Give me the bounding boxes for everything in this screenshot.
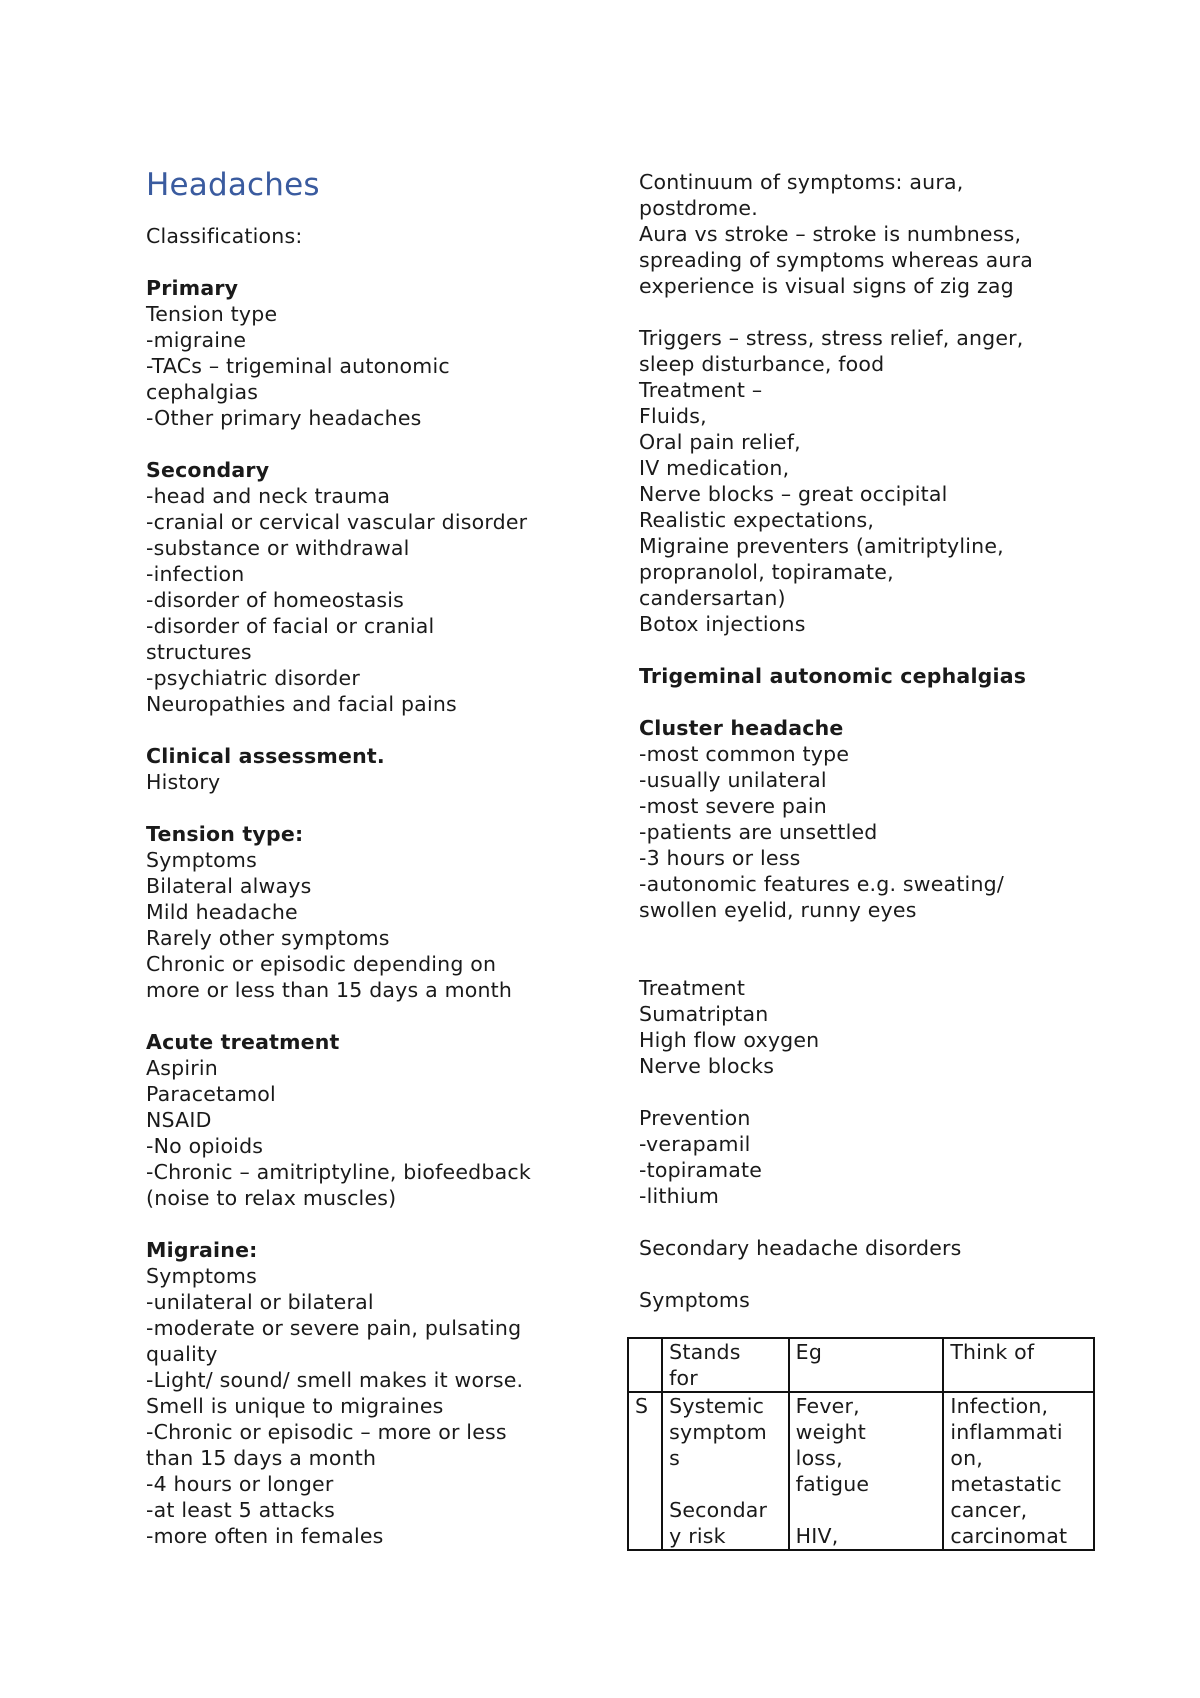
- left-text-line: -4 hours or longer: [146, 1472, 334, 1496]
- left-text-line: -unilateral or bilateral: [146, 1290, 374, 1314]
- right-column: [639, 169, 1109, 1313]
- right-text-line: [639, 689, 1109, 715]
- table-cell-line: S: [635, 1394, 649, 1418]
- left-column: [146, 168, 586, 1549]
- right-text-line: Triggers – stress, stress relief, anger,: [639, 326, 1024, 350]
- right-text-line: experience is visual signs of zig zag: [639, 274, 1014, 298]
- right-text-line: -usually unilateral: [639, 768, 827, 792]
- left-text-line: -more often in females: [146, 1524, 384, 1548]
- table-cell-letter: [628, 1392, 662, 1550]
- left-text-line: than 15 days a month: [146, 1446, 377, 1470]
- left-text-line: Bilateral always: [146, 874, 312, 898]
- left-text-line: -moderate or severe pain, pulsating: [146, 1316, 522, 1340]
- table-cell-line: [669, 1471, 782, 1497]
- left-heading: Tension type:: [146, 822, 304, 846]
- table-cell-stands-for: [662, 1392, 789, 1550]
- right-text-line: Nerve blocks: [639, 1054, 775, 1078]
- table-cell-think-of: [943, 1392, 1094, 1550]
- right-text-line: -autonomic features e.g. sweating/: [639, 872, 1004, 896]
- table-header-row: [628, 1338, 1094, 1392]
- table-cell-line: metastatic: [950, 1472, 1062, 1496]
- right-text-line: Nerve blocks – great occipital: [639, 482, 948, 506]
- left-heading: Secondary: [146, 458, 270, 482]
- left-text-line: -TACs – trigeminal autonomic: [146, 354, 450, 378]
- right-text-line: [639, 949, 1109, 975]
- right-text-line: postdrome.: [639, 196, 758, 220]
- left-text-line: -at least 5 attacks: [146, 1498, 336, 1522]
- right-text-line: -topiramate: [639, 1158, 763, 1182]
- right-text-line: [639, 923, 1109, 949]
- left-text-line: -Chronic or episodic – more or less: [146, 1420, 507, 1444]
- left-heading: Clinical assessment.: [146, 744, 385, 768]
- table-cell-line: on,: [950, 1446, 983, 1470]
- table-cell-line: symptom: [669, 1420, 767, 1444]
- left-text-line: -Chronic – amitriptyline, biofeedback: [146, 1160, 531, 1184]
- left-text-line: quality: [146, 1342, 218, 1366]
- left-text-line: [146, 717, 586, 743]
- table-cell-line: Systemic: [669, 1394, 765, 1418]
- left-text-line: Symptoms: [146, 848, 257, 872]
- left-text-line: History: [146, 770, 221, 794]
- right-text-line: -lithium: [639, 1184, 720, 1208]
- table-cell-line: Infection,: [950, 1394, 1049, 1418]
- page-title: Headaches: [146, 167, 320, 203]
- right-text-line: Botox injections: [639, 612, 806, 636]
- left-text-line: [146, 249, 586, 275]
- left-heading: Acute treatment: [146, 1030, 340, 1054]
- table-cell-line: s: [669, 1446, 681, 1470]
- right-text-line: [639, 1261, 1109, 1287]
- left-text-line: cephalgias: [146, 380, 259, 404]
- right-text-line: Sumatriptan: [639, 1002, 769, 1026]
- right-text-line: -patients are unsettled: [639, 820, 878, 844]
- right-text-line: sleep disturbance, food: [639, 352, 885, 376]
- right-text-line: -verapamil: [639, 1132, 751, 1156]
- left-text-line: -disorder of facial or cranial: [146, 614, 435, 638]
- right-text-line: Realistic expectations,: [639, 508, 875, 532]
- right-text-line: [639, 1079, 1109, 1105]
- table-cell-line: y risk: [669, 1524, 726, 1548]
- table-cell-think-of: [943, 1338, 1094, 1392]
- table-cell-stands-for: [662, 1338, 789, 1392]
- left-text-line: [146, 795, 586, 821]
- right-text-line: swollen eyelid, runny eyes: [639, 898, 917, 922]
- left-text-line: Classifications:: [146, 224, 303, 248]
- left-text-line: [146, 431, 586, 457]
- table-cell-line: HIV,: [795, 1524, 839, 1548]
- table-cell-line: Fever,: [795, 1394, 860, 1418]
- left-text-line: -disorder of homeostasis: [146, 588, 405, 612]
- right-text-line: -3 hours or less: [639, 846, 801, 870]
- left-text-line: Neuropathies and facial pains: [146, 692, 457, 716]
- left-text-line: NSAID: [146, 1108, 212, 1132]
- left-text-line: -substance or withdrawal: [146, 536, 410, 560]
- left-text-line: Tension type: [146, 302, 278, 326]
- right-text-line: Treatment –: [639, 378, 763, 402]
- table-cell-line: weight: [795, 1420, 866, 1444]
- left-text-line: Symptoms: [146, 1264, 257, 1288]
- left-heading: Primary: [146, 276, 239, 300]
- left-text-line: (noise to relax muscles): [146, 1186, 397, 1210]
- left-text-line: Chronic or episodic depending on: [146, 952, 497, 976]
- right-text-line: Prevention: [639, 1106, 751, 1130]
- right-text-line: Fluids,: [639, 404, 707, 428]
- table-cell-line: inflammati: [950, 1420, 1063, 1444]
- table-cell-line: [796, 1497, 937, 1523]
- right-text-line: [639, 1209, 1109, 1235]
- right-text-line: spreading of symptoms whereas aura: [639, 248, 1033, 272]
- left-text-line: [146, 1211, 586, 1237]
- right-text-line: [639, 299, 1109, 325]
- right-text-line: propranolol, topiramate,: [639, 560, 894, 584]
- table-cell-eg: [789, 1338, 944, 1392]
- right-text-line: Treatment: [639, 976, 746, 1000]
- right-text-line: Continuum of symptoms: aura,: [639, 170, 964, 194]
- table-cell-line: fatigue: [795, 1472, 870, 1496]
- left-text-line: -cranial or cervical vascular disorder: [146, 510, 528, 534]
- left-text-line: -infection: [146, 562, 245, 586]
- table-cell-line: Think of: [950, 1340, 1035, 1364]
- table-cell-line: for: [669, 1366, 698, 1390]
- left-text-line: Smell is unique to migraines: [146, 1394, 444, 1418]
- table-cell-line: Eg: [795, 1340, 823, 1364]
- table-cell-line: [635, 1339, 655, 1365]
- table-cell-line: cancer,: [950, 1498, 1028, 1522]
- left-text-line: -Other primary headaches: [146, 406, 422, 430]
- right-text-line: [639, 637, 1109, 663]
- right-text-line: candersartan): [639, 586, 786, 610]
- left-text-line: -migraine: [146, 328, 247, 352]
- left-text-line: -Light/ sound/ smell makes it worse.: [146, 1368, 524, 1392]
- table-cell-line: Secondar: [669, 1498, 768, 1522]
- table-cell-eg: [789, 1392, 944, 1550]
- right-text-line: High flow oxygen: [639, 1028, 820, 1052]
- left-text-line: -head and neck trauma: [146, 484, 391, 508]
- left-text-block: [146, 223, 586, 1549]
- left-text-line: -No opioids: [146, 1134, 264, 1158]
- right-text-line: Oral pain relief,: [639, 430, 801, 454]
- left-text-line: Paracetamol: [146, 1082, 276, 1106]
- right-text-line: Secondary headache disorders: [639, 1236, 962, 1260]
- left-text-line: [146, 1003, 586, 1029]
- left-text-line: Aspirin: [146, 1056, 218, 1080]
- left-text-line: more or less than 15 days a month: [146, 978, 513, 1002]
- table-cell-line: carcinomat: [950, 1524, 1068, 1548]
- table-cell-line: loss,: [795, 1446, 843, 1470]
- right-text-line: -most severe pain: [639, 794, 827, 818]
- table-cell-line: Stands: [669, 1340, 741, 1364]
- table-cell-letter: [628, 1338, 662, 1392]
- right-heading: Trigeminal autonomic cephalgias: [639, 664, 1027, 688]
- right-text-block: [639, 169, 1109, 1313]
- left-text-line: Rarely other symptoms: [146, 926, 390, 950]
- right-heading: Cluster headache: [639, 716, 844, 740]
- left-text-line: -psychiatric disorder: [146, 666, 360, 690]
- left-heading: Migraine:: [146, 1238, 258, 1262]
- table-row: [628, 1392, 1094, 1550]
- right-text-line: Aura vs stroke – stroke is numbness,: [639, 222, 1022, 246]
- right-text-line: -most common type: [639, 742, 850, 766]
- left-text-line: structures: [146, 640, 252, 664]
- right-text-line: IV medication,: [639, 456, 790, 480]
- right-text-line: Symptoms: [639, 1288, 750, 1312]
- left-text-line: Mild headache: [146, 900, 298, 924]
- right-text-line: Migraine preventers (amitriptyline,: [639, 534, 1004, 558]
- symptoms-table: [627, 1337, 1095, 1551]
